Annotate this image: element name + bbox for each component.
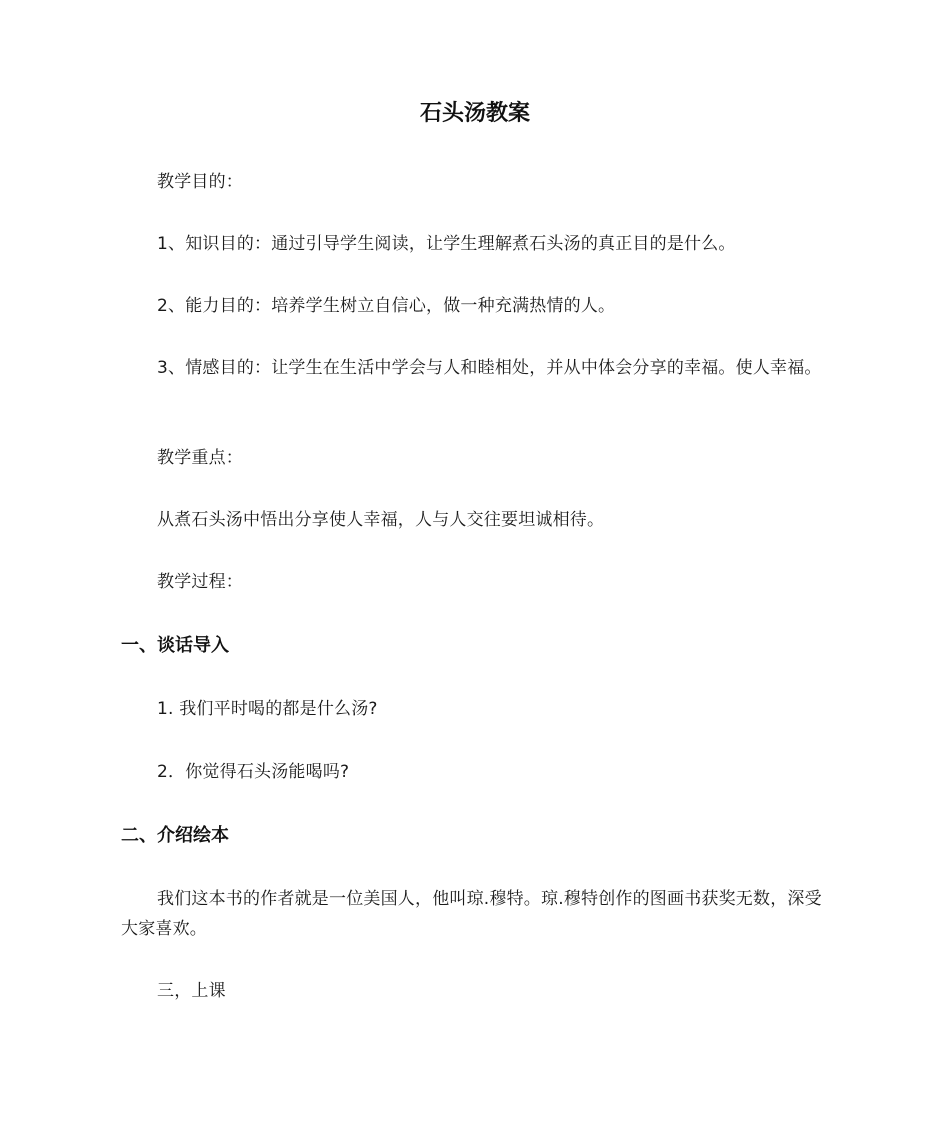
- paragraph-ability-goal: 2、能力目的：培养学生树立自信心，做一种充满热情的人。: [157, 296, 616, 316]
- paragraph-knowledge-goal: 1、知识目的：通过引导学生阅读，让学生理解煮石头汤的真正目的是什么。: [157, 234, 736, 254]
- paragraph-process-label: 教学过程：: [157, 572, 243, 592]
- paragraph-question-1: 1. 我们平时喝的都是什么汤?: [157, 699, 378, 719]
- paragraph-question-2: 2．你觉得石头汤能喝吗?: [157, 762, 350, 782]
- document-title: 石头汤教案: [419, 101, 530, 126]
- paragraph-section-3: 三，上课: [157, 981, 226, 1001]
- paragraph-teaching-purpose-label: 教学目的：: [157, 172, 243, 192]
- paragraph-key-points-label: 教学重点：: [157, 448, 243, 468]
- heading-section-2: 二、介绍绘本: [121, 825, 229, 846]
- paragraph-key-points: 从煮石头汤中悟出分享使人幸福，人与人交往要坦诚相待。: [157, 510, 605, 530]
- paragraph-author-intro: 我们这本书的作者就是一位美国人，他叫琼.穆特。琼.穆特创作的图画书获奖无数，深受大家喜欢。: [121, 889, 822, 939]
- heading-section-1: 一、谈话导入: [121, 635, 229, 656]
- paragraph-emotion-goal: 3、情感目的：让学生在生活中学会与人和睦相处，并从中体会分享的幸福。使人幸福。: [157, 358, 822, 378]
